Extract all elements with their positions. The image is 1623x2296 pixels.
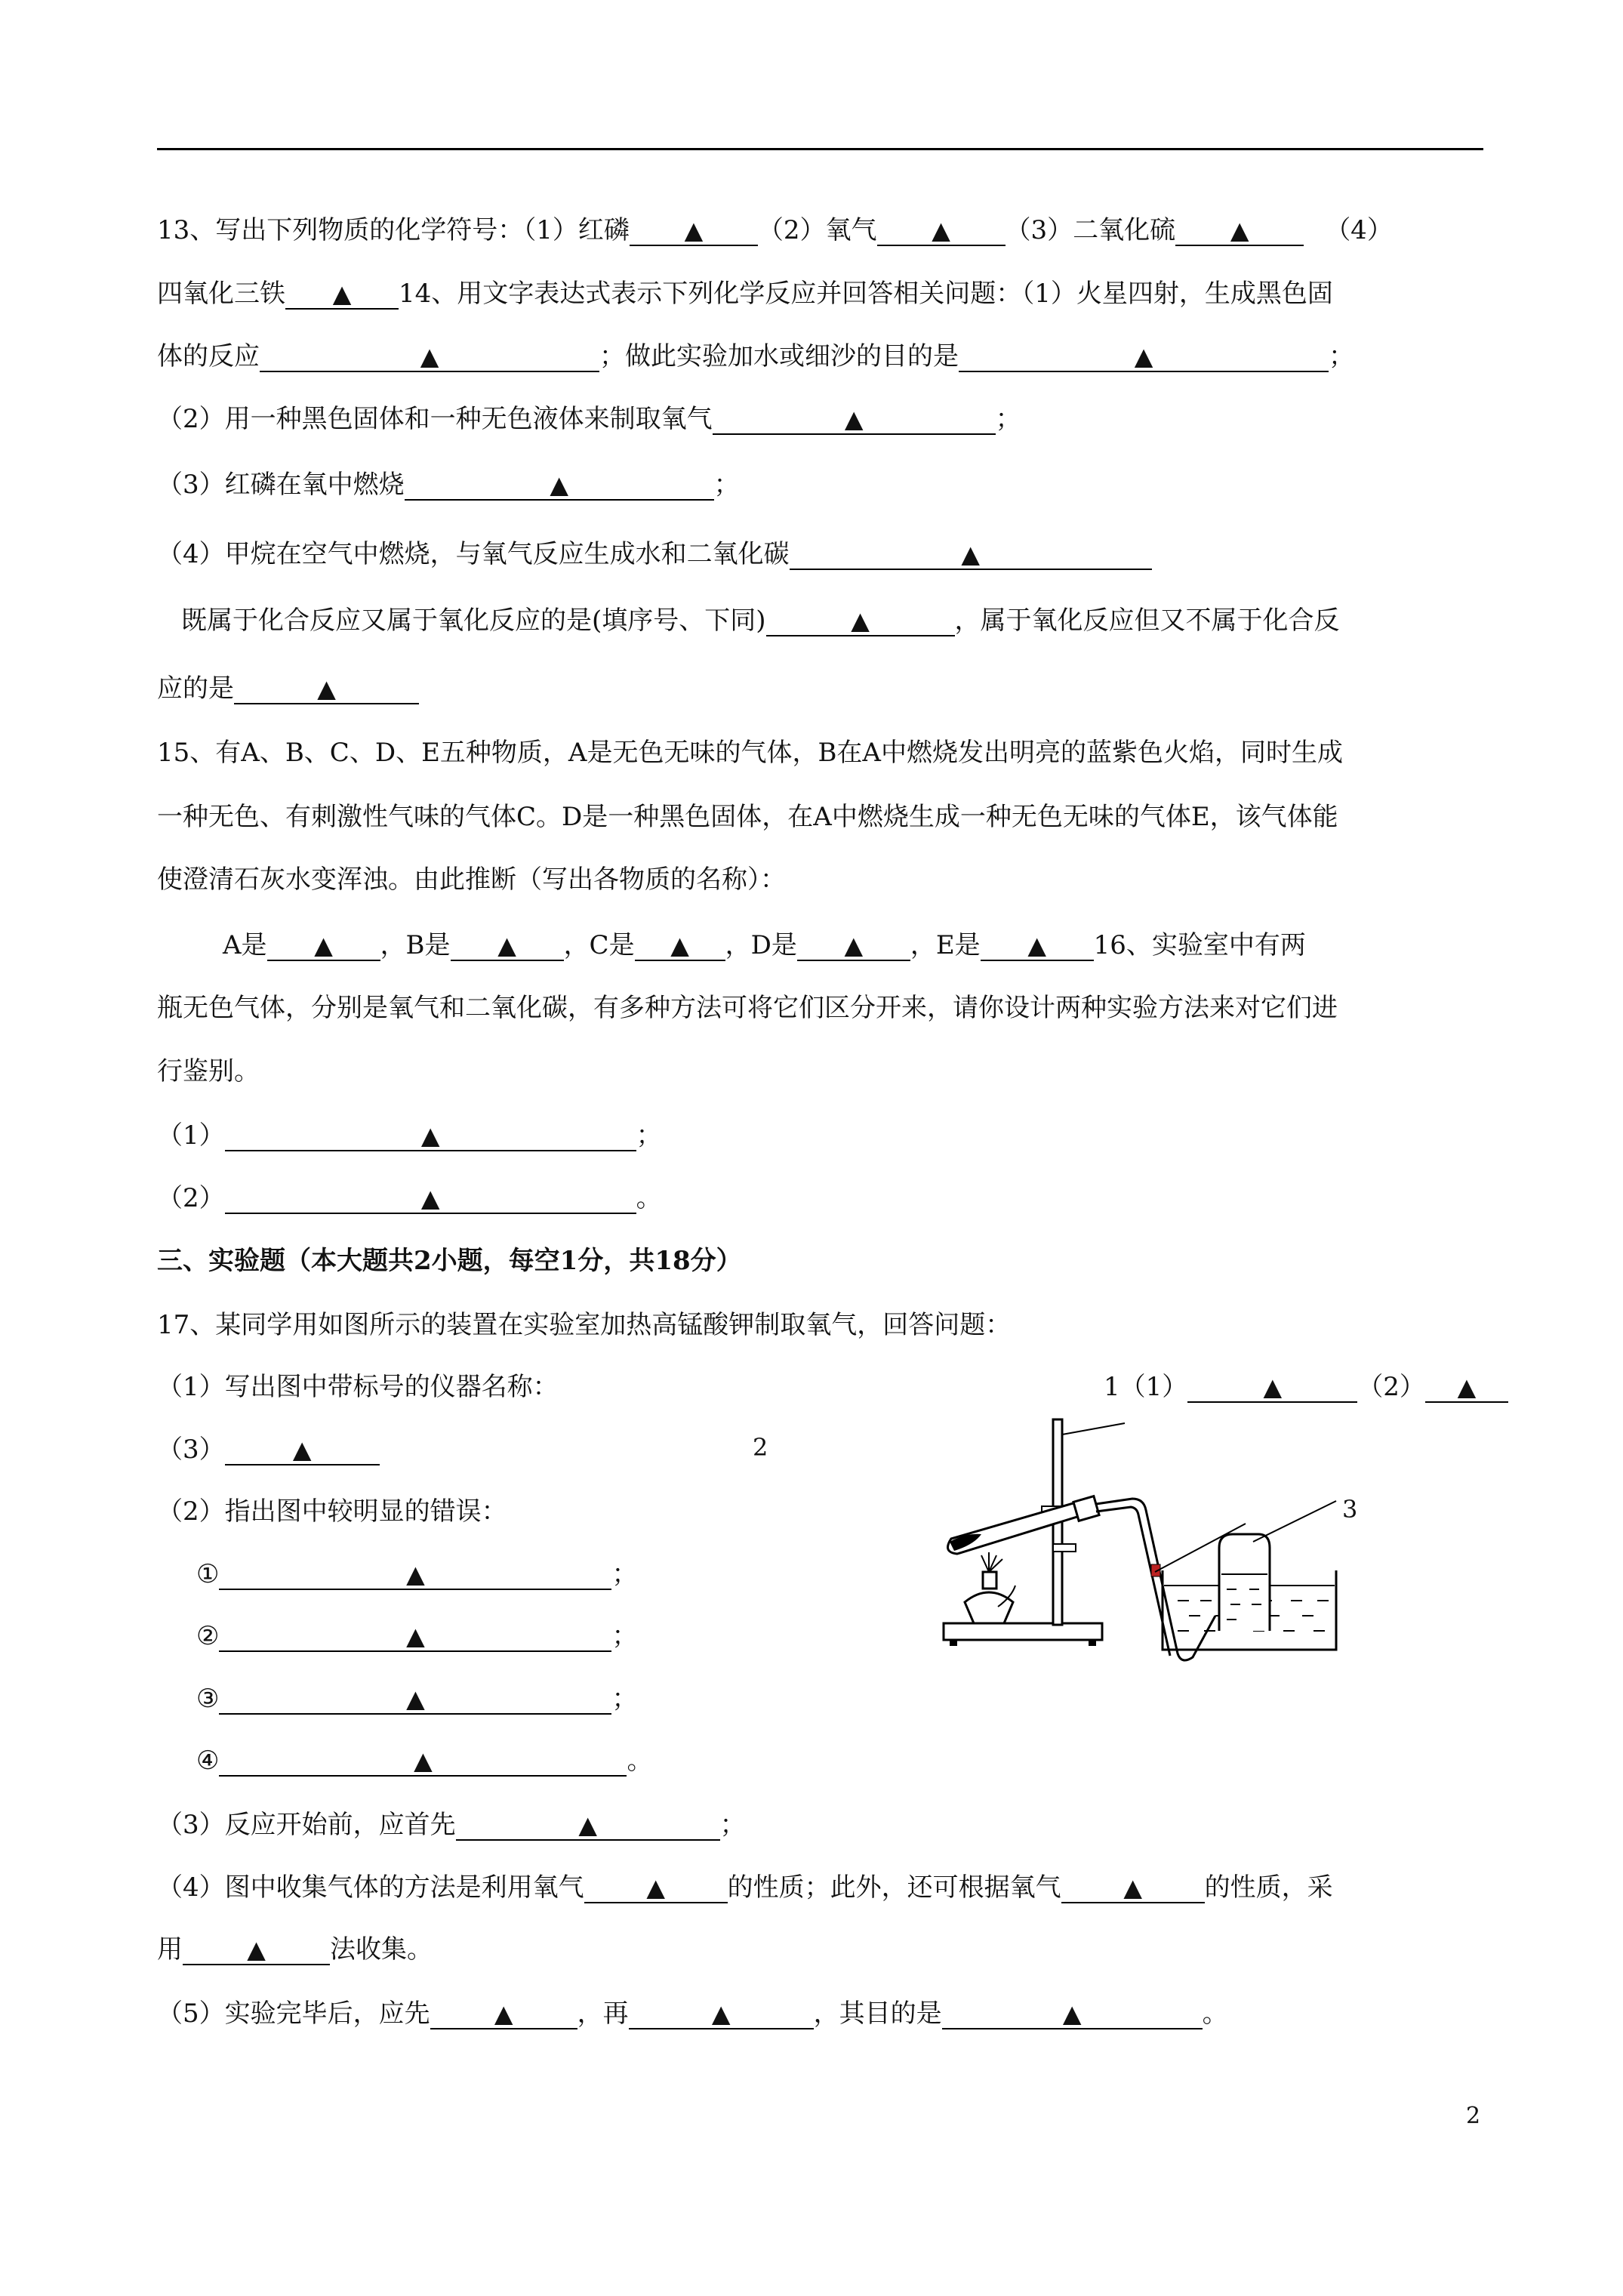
answer-blank[interactable]: ▲ xyxy=(1175,216,1304,246)
answer-blank[interactable]: ▲ xyxy=(797,931,910,961)
answer-blank[interactable]: ▲ xyxy=(260,342,599,372)
answer-blank[interactable]: ▲ xyxy=(451,931,564,961)
answer-blank[interactable]: ▲ xyxy=(766,606,955,636)
figure-label-3: 3 xyxy=(1342,1495,1358,1524)
answer-blank[interactable]: ▲ xyxy=(234,674,419,704)
header-rule xyxy=(157,148,1483,150)
q16-line3: 行鉴别。 xyxy=(157,1056,260,1086)
answer-blank[interactable]: ▲ xyxy=(877,216,1006,246)
q17-error3: ③ ▲ ； xyxy=(196,1684,638,1714)
answer-blank[interactable]: ▲ xyxy=(630,216,758,246)
q17-error2: ② ▲ ； xyxy=(196,1621,638,1651)
answer-blank[interactable]: ▲ xyxy=(225,1121,636,1151)
q14-classify-2: 应的是 ▲ xyxy=(157,672,419,705)
q17-part3: （3）反应开始前，应首先 ▲ ； xyxy=(157,1810,746,1840)
q17-part1: （1）写出图中带标号的仪器名称： xyxy=(157,1372,559,1402)
answer-blank[interactable]: ▲ xyxy=(1061,1873,1205,1903)
q14-classify: 既属于化合反应又属于氧化反应的是(填序号、下同) ▲ ，属于氧化反应但又不属于化合反 xyxy=(181,606,1340,636)
answer-blank[interactable]: ▲ xyxy=(942,1999,1203,2029)
q17-error1: ① ▲ ； xyxy=(196,1559,638,1589)
answer-blank[interactable]: ▲ xyxy=(405,470,714,501)
answer-blank[interactable]: ▲ xyxy=(267,931,380,961)
oxygen-apparatus-figure xyxy=(929,1404,1381,1676)
q17-head: 17、某同学用如图所示的装置在实验室加热高锰酸钾制取氧气，回答问题： xyxy=(157,1310,1012,1340)
figure-label-2: 2 xyxy=(753,1433,768,1462)
answer-blank[interactable]: ▲ xyxy=(1425,1373,1508,1403)
q16-method1: （1） ▲ ； xyxy=(157,1120,662,1151)
answer-blank[interactable]: ▲ xyxy=(790,540,1152,570)
q15-line3: 使澄清石灰水变浑浊。由此推断（写出各物质的名称）： xyxy=(157,864,786,895)
q17-part5: （5）实验完毕后，应先 ▲ ，再 ▲ ，其目的是 ▲ 。 xyxy=(157,1999,1228,2029)
q17-error4: ④ ▲ 。 xyxy=(196,1746,653,1776)
q14-part4: （4）甲烷在空气中燃烧，与氧气反应生成水和二氧化碳 ▲ xyxy=(157,538,1152,571)
answer-blank[interactable]: ▲ xyxy=(629,1999,814,2029)
q17-part4-cont: 用 ▲ 法收集。 xyxy=(157,1934,433,1965)
page-number: 2 xyxy=(1466,2103,1481,2129)
answer-blank[interactable]: ▲ xyxy=(225,1184,636,1214)
q14-part2: （2）用一种黑色固体和一种无色液体来制取氧气 ▲ ； xyxy=(157,404,1021,434)
answer-blank[interactable]: ▲ xyxy=(1187,1373,1357,1403)
q14-line2: 体的反应 ▲ ；做此实验加水或细沙的目的是 ▲ ； xyxy=(157,341,1354,371)
answer-blank[interactable]: ▲ xyxy=(456,1811,720,1841)
q17-part1-3: （3） ▲ xyxy=(157,1433,380,1466)
answer-blank[interactable]: ▲ xyxy=(584,1873,728,1903)
answer-blank[interactable]: ▲ xyxy=(225,1435,380,1465)
q15-line1: 15、有A、B、C、D、E五种物质，A是无色无味的气体，B在A中燃烧发出明亮的蓝紫色火焰，同时生成 xyxy=(157,738,1343,768)
answer-blank[interactable]: ▲ xyxy=(183,1935,330,1965)
answer-blank[interactable]: ▲ xyxy=(635,931,725,961)
answer-blank[interactable]: ▲ xyxy=(285,279,399,310)
answer-blank[interactable]: ▲ xyxy=(219,1560,611,1590)
q17-part1-blanks: 1（1） ▲ （2） ▲ xyxy=(1104,1370,1508,1404)
q16-method2: （2） ▲ 。 xyxy=(157,1183,662,1213)
answer-blank[interactable]: ▲ xyxy=(959,342,1329,372)
q17-part4: （4）图中收集气体的方法是利用氧气 ▲ 的性质；此外，还可根据氧气 ▲ 的性质，采 xyxy=(157,1872,1333,1903)
q14-part3: （3）红磷在氧中燃烧 ▲ ； xyxy=(157,470,740,500)
answer-blank[interactable]: ▲ xyxy=(981,931,1094,961)
q13-line1: 13、写出下列物质的化学符号：（1）红磷 ▲ （2）氧气 ▲ （3）二氧化硫 ▲ （4） xyxy=(157,215,1393,245)
q15-line2: 一种无色、有刺激性气味的气体C。D是一种黑色固体，在A中燃烧生成一种无色无味的气体E，该气体能 xyxy=(157,802,1338,832)
q15-answers: A是 ▲ ，B是 ▲ ，C是 ▲ ，D是 ▲ ，E是 ▲ 16、实验室中有两 xyxy=(223,930,1306,960)
answer-blank[interactable]: ▲ xyxy=(430,1999,577,2029)
answer-blank[interactable]: ▲ xyxy=(219,1622,611,1652)
q13-q14-line: 四氧化三铁 ▲ 14、用文字表达式表示下列化学反应并回答相关问题：（1）火星四射，生成黑色固 xyxy=(157,279,1333,309)
answer-blank[interactable]: ▲ xyxy=(713,405,996,435)
section-3-title: 三、实验题（本大题共2小题，每空1分，共18分） xyxy=(157,1246,742,1276)
answer-blank[interactable]: ▲ xyxy=(219,1684,611,1715)
answer-blank[interactable]: ▲ xyxy=(219,1746,627,1777)
q16-line2: 瓶无色气体，分别是氧气和二氧化碳，有多种方法可将它们区分开来，请你设计两种实验方法来对它们进 xyxy=(157,993,1338,1023)
q17-part2: （2）指出图中较明显的错误： xyxy=(157,1496,507,1527)
